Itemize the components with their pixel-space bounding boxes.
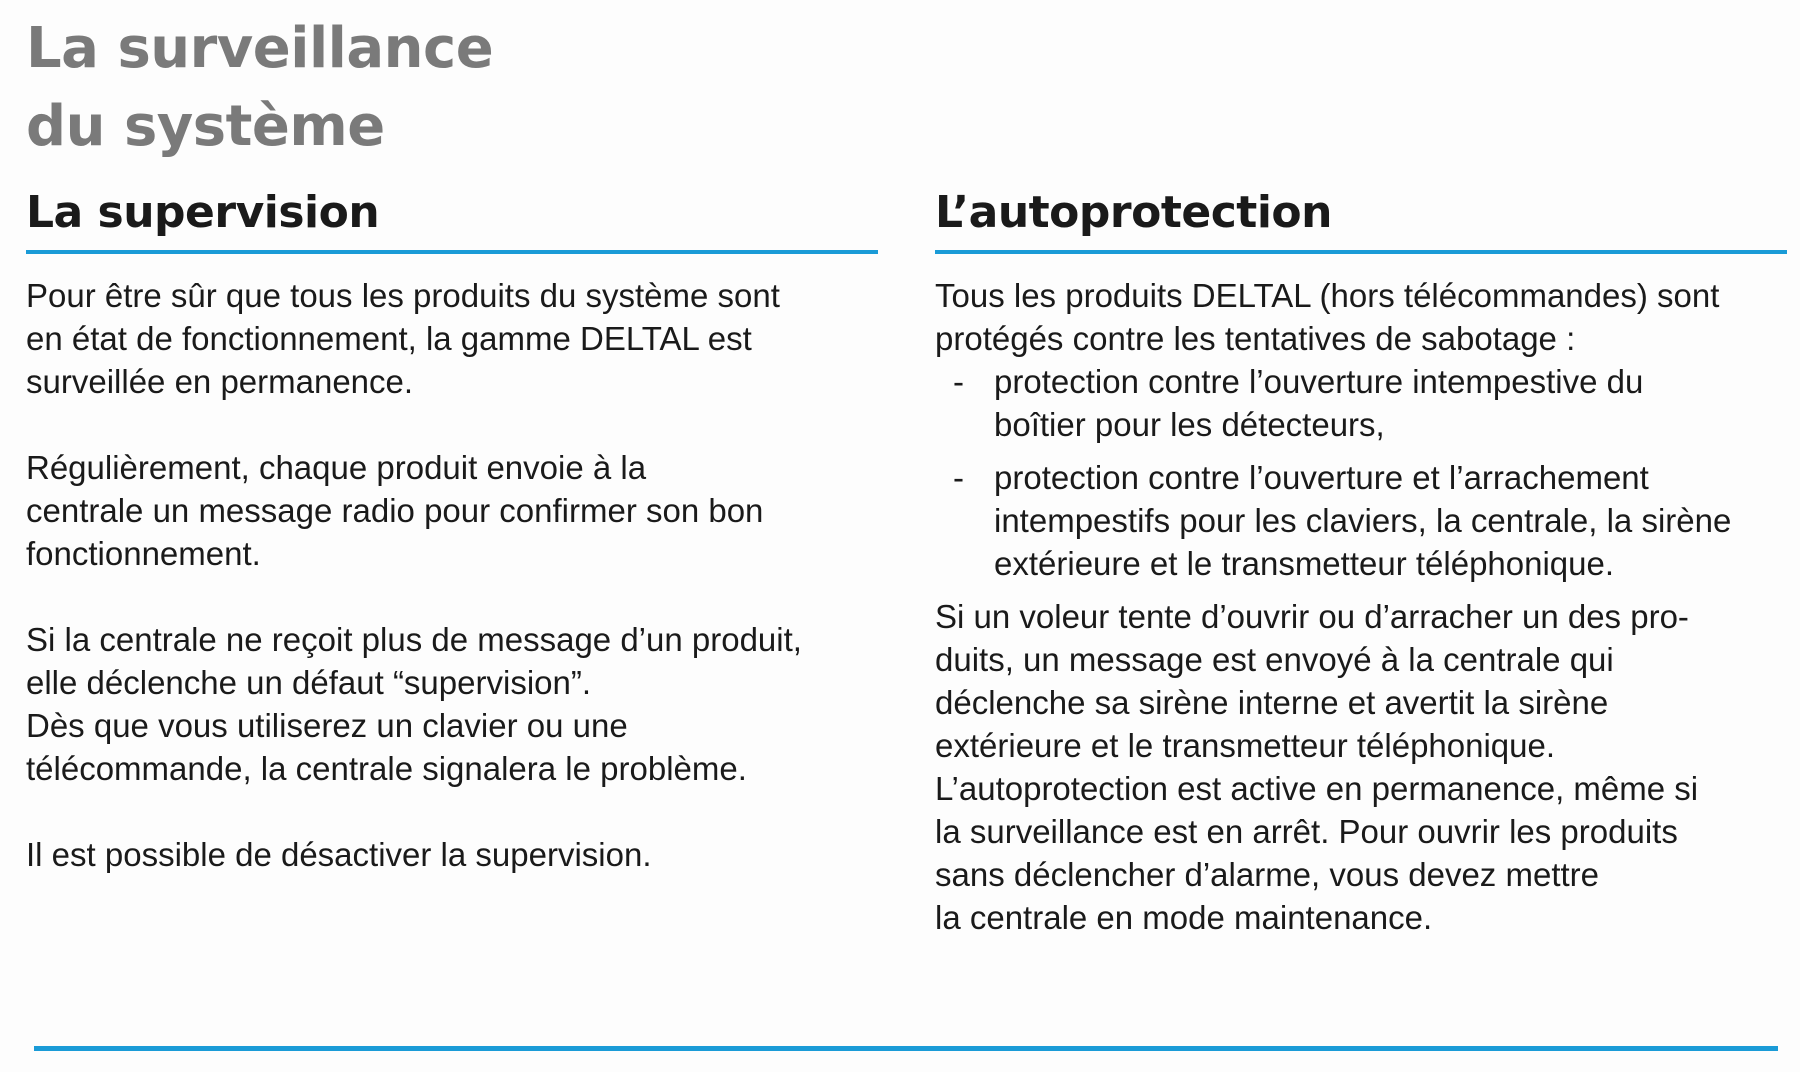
list-item (953, 360, 1787, 446)
text-line: L’autoprotection est active en permanence, même si (935, 770, 1699, 807)
text-line: centrale un message radio pour confirmer son bon (26, 492, 764, 529)
text-line: Si un voleur tente d’ouvrir ou d’arracher un des pro- (935, 598, 1689, 635)
footer-divider (34, 1046, 1778, 1051)
supervision-paragraph (26, 274, 878, 403)
supervision-paragraph (26, 446, 878, 575)
text-line: Régulièrement, chaque produit envoie à la (26, 449, 647, 486)
text-line: intempestifs pour les claviers, la centrale, la sirène (994, 502, 1732, 539)
autoprotection-intro (935, 274, 1787, 360)
text-line: Si la centrale ne reçoit plus de message d’un produit, (26, 621, 802, 658)
supervision-paragraph (26, 833, 878, 876)
text-line: protection contre l’ouverture et l’arrachement (994, 459, 1649, 496)
supervision-paragraph (26, 618, 878, 790)
text-line: télécommande, la centrale signalera le problème. (26, 750, 747, 787)
text-line: duits, un message est envoyé à la centrale qui (935, 641, 1614, 678)
page-title-line-2: du système (26, 94, 385, 159)
text-line: la centrale en mode maintenance. (935, 899, 1433, 936)
text-line: extérieure et le transmetteur téléphonique. (994, 545, 1615, 582)
text-line: Il est possible de désactiver la supervision. (26, 836, 652, 873)
autoprotection-body (935, 274, 1787, 939)
text-line: extérieure et le transmetteur téléphonique. (935, 727, 1556, 764)
dash-bullet: - (953, 459, 964, 496)
text-line: déclenche sa sirène interne et avertit la sirène (935, 684, 1609, 721)
text-line: protection contre l’ouverture intempestive du (994, 363, 1644, 400)
text-line: sans déclencher d’alarme, vous devez mettre (935, 856, 1599, 893)
autoprotection-section (935, 188, 1787, 939)
autoprotection-heading: L’autoprotection (935, 188, 1787, 254)
text-line: Dès que vous utiliserez un clavier ou une (26, 707, 628, 744)
supervision-section (26, 188, 878, 919)
text-line: en état de fonctionnement, la gamme DELTAL est (26, 320, 752, 357)
text-line: surveillée en permanence. (26, 363, 414, 400)
text-line: fonctionnement. (26, 535, 261, 572)
text-line: boîtier pour les détecteurs, (994, 406, 1385, 443)
supervision-body (26, 274, 878, 876)
text-line: Tous les produits DELTAL (hors télécommandes) sont (935, 277, 1720, 314)
text-line: elle déclenche un défaut “supervision”. (26, 664, 592, 701)
text-line: la surveillance est en arrêt. Pour ouvrir les produits (935, 813, 1678, 850)
dash-bullet: - (953, 363, 964, 400)
supervision-heading: La supervision (26, 188, 878, 254)
text-line: Pour être sûr que tous les produits du système sont (26, 277, 780, 314)
list-item (953, 456, 1787, 585)
page-title-line-1: La surveillance (26, 16, 494, 81)
text-line: protégés contre les tentatives de sabotage : (935, 320, 1576, 357)
autoprotection-paragraph (935, 595, 1787, 939)
sabotage-protection-list (935, 360, 1787, 585)
page-title (26, 10, 493, 166)
